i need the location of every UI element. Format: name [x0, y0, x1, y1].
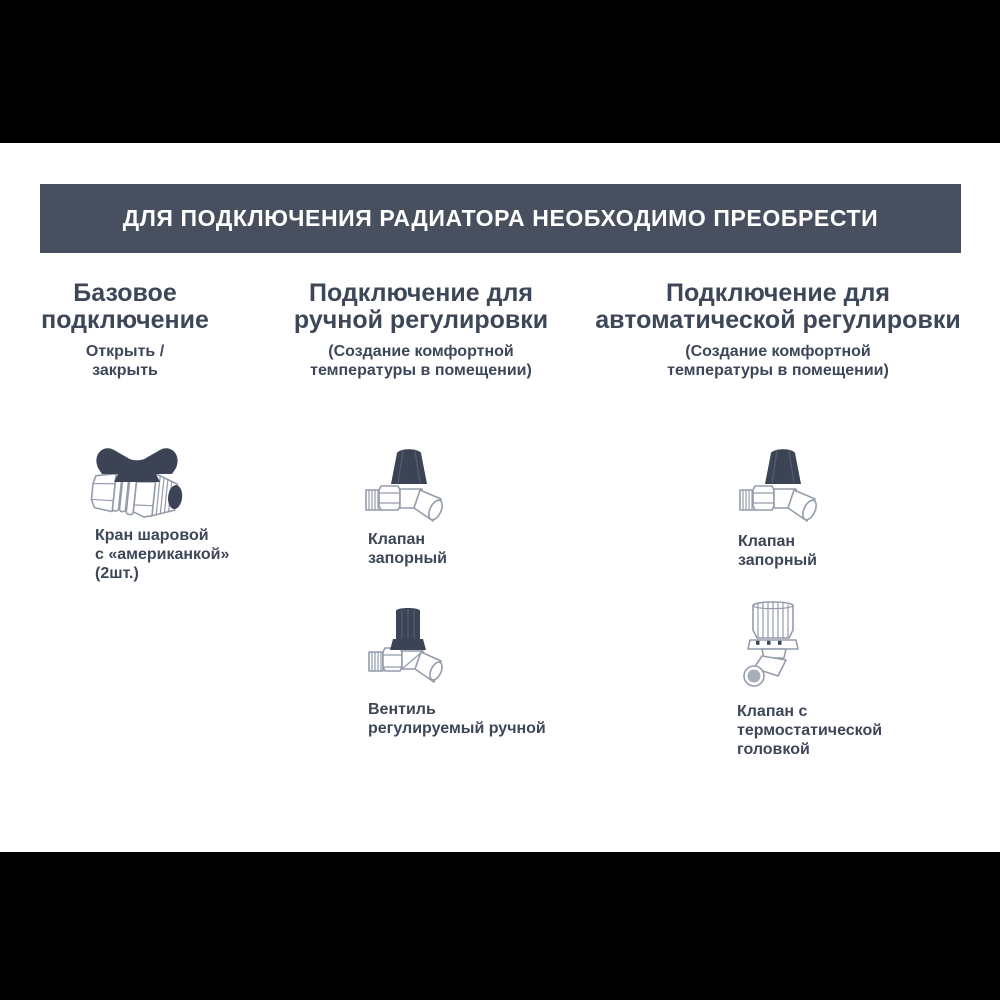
- label-line: Клапан: [738, 533, 796, 550]
- title-line: подключение: [41, 306, 209, 334]
- label-line: Кран шаровой: [95, 527, 209, 544]
- title-line: Подключение для: [309, 279, 533, 307]
- label-line: головкой: [737, 741, 810, 758]
- product-label: [95, 526, 229, 583]
- column-automatic-regulation: [590, 280, 966, 380]
- label-line: Клапан с: [737, 703, 808, 720]
- column-title: [590, 280, 966, 334]
- product-image: [368, 604, 448, 697]
- shutoff-valve-icon: [738, 446, 828, 528]
- title-line: Базовое: [73, 279, 177, 307]
- label-line: запорный: [368, 550, 448, 567]
- column-title: [292, 280, 550, 334]
- header-banner: [40, 184, 961, 253]
- subtitle-line: (Создание комфортной: [685, 343, 871, 360]
- ball-valve-icon: [88, 442, 185, 524]
- product-image: [364, 446, 454, 533]
- label-line: регулируемый ручной: [368, 720, 546, 737]
- label-line: термостатической: [737, 722, 883, 739]
- title-line: Подключение для: [666, 279, 890, 307]
- product-label: [368, 700, 546, 738]
- title-line: автоматической регулировки: [595, 306, 961, 334]
- manual-valve-icon: [368, 604, 448, 692]
- shutoff-valve-icon: [364, 446, 454, 528]
- subtitle-line: Открыть /: [85, 343, 165, 360]
- product-image: [738, 446, 828, 533]
- column-subtitle: [590, 342, 966, 380]
- product-image: [88, 442, 185, 529]
- subtitle-line: (Создание комфортной: [328, 343, 514, 360]
- column-subtitle: [15, 342, 235, 380]
- banner-title: ДЛЯ ПОДКЛЮЧЕНИЯ РАДИАТОРА НЕОБХОДИМО ПРЕОБРЕСТИ: [122, 205, 879, 231]
- top-letterbox: [0, 0, 1000, 143]
- thermostatic-valve-icon: [740, 600, 800, 694]
- label-line: с «американкой»: [95, 546, 230, 563]
- label-line: запорный: [738, 552, 818, 569]
- product-label: [737, 702, 882, 759]
- label-line: (2шт.): [95, 565, 139, 582]
- bottom-letterbox: [0, 852, 1000, 1000]
- label-line: Вентиль: [368, 701, 436, 718]
- subtitle-line: температуры в помещении): [667, 362, 889, 379]
- title-line: ручной регулировки: [293, 306, 549, 334]
- column-basic-connection: [15, 280, 235, 380]
- column-manual-regulation: [292, 280, 550, 380]
- subtitle-line: температуры в помещении): [310, 362, 532, 379]
- column-title: [15, 280, 235, 334]
- product-image: [740, 600, 800, 699]
- product-label: [738, 532, 817, 570]
- product-label: [368, 530, 447, 568]
- label-line: Клапан: [368, 531, 426, 548]
- column-subtitle: [292, 342, 550, 380]
- subtitle-line: закрыть: [92, 362, 158, 379]
